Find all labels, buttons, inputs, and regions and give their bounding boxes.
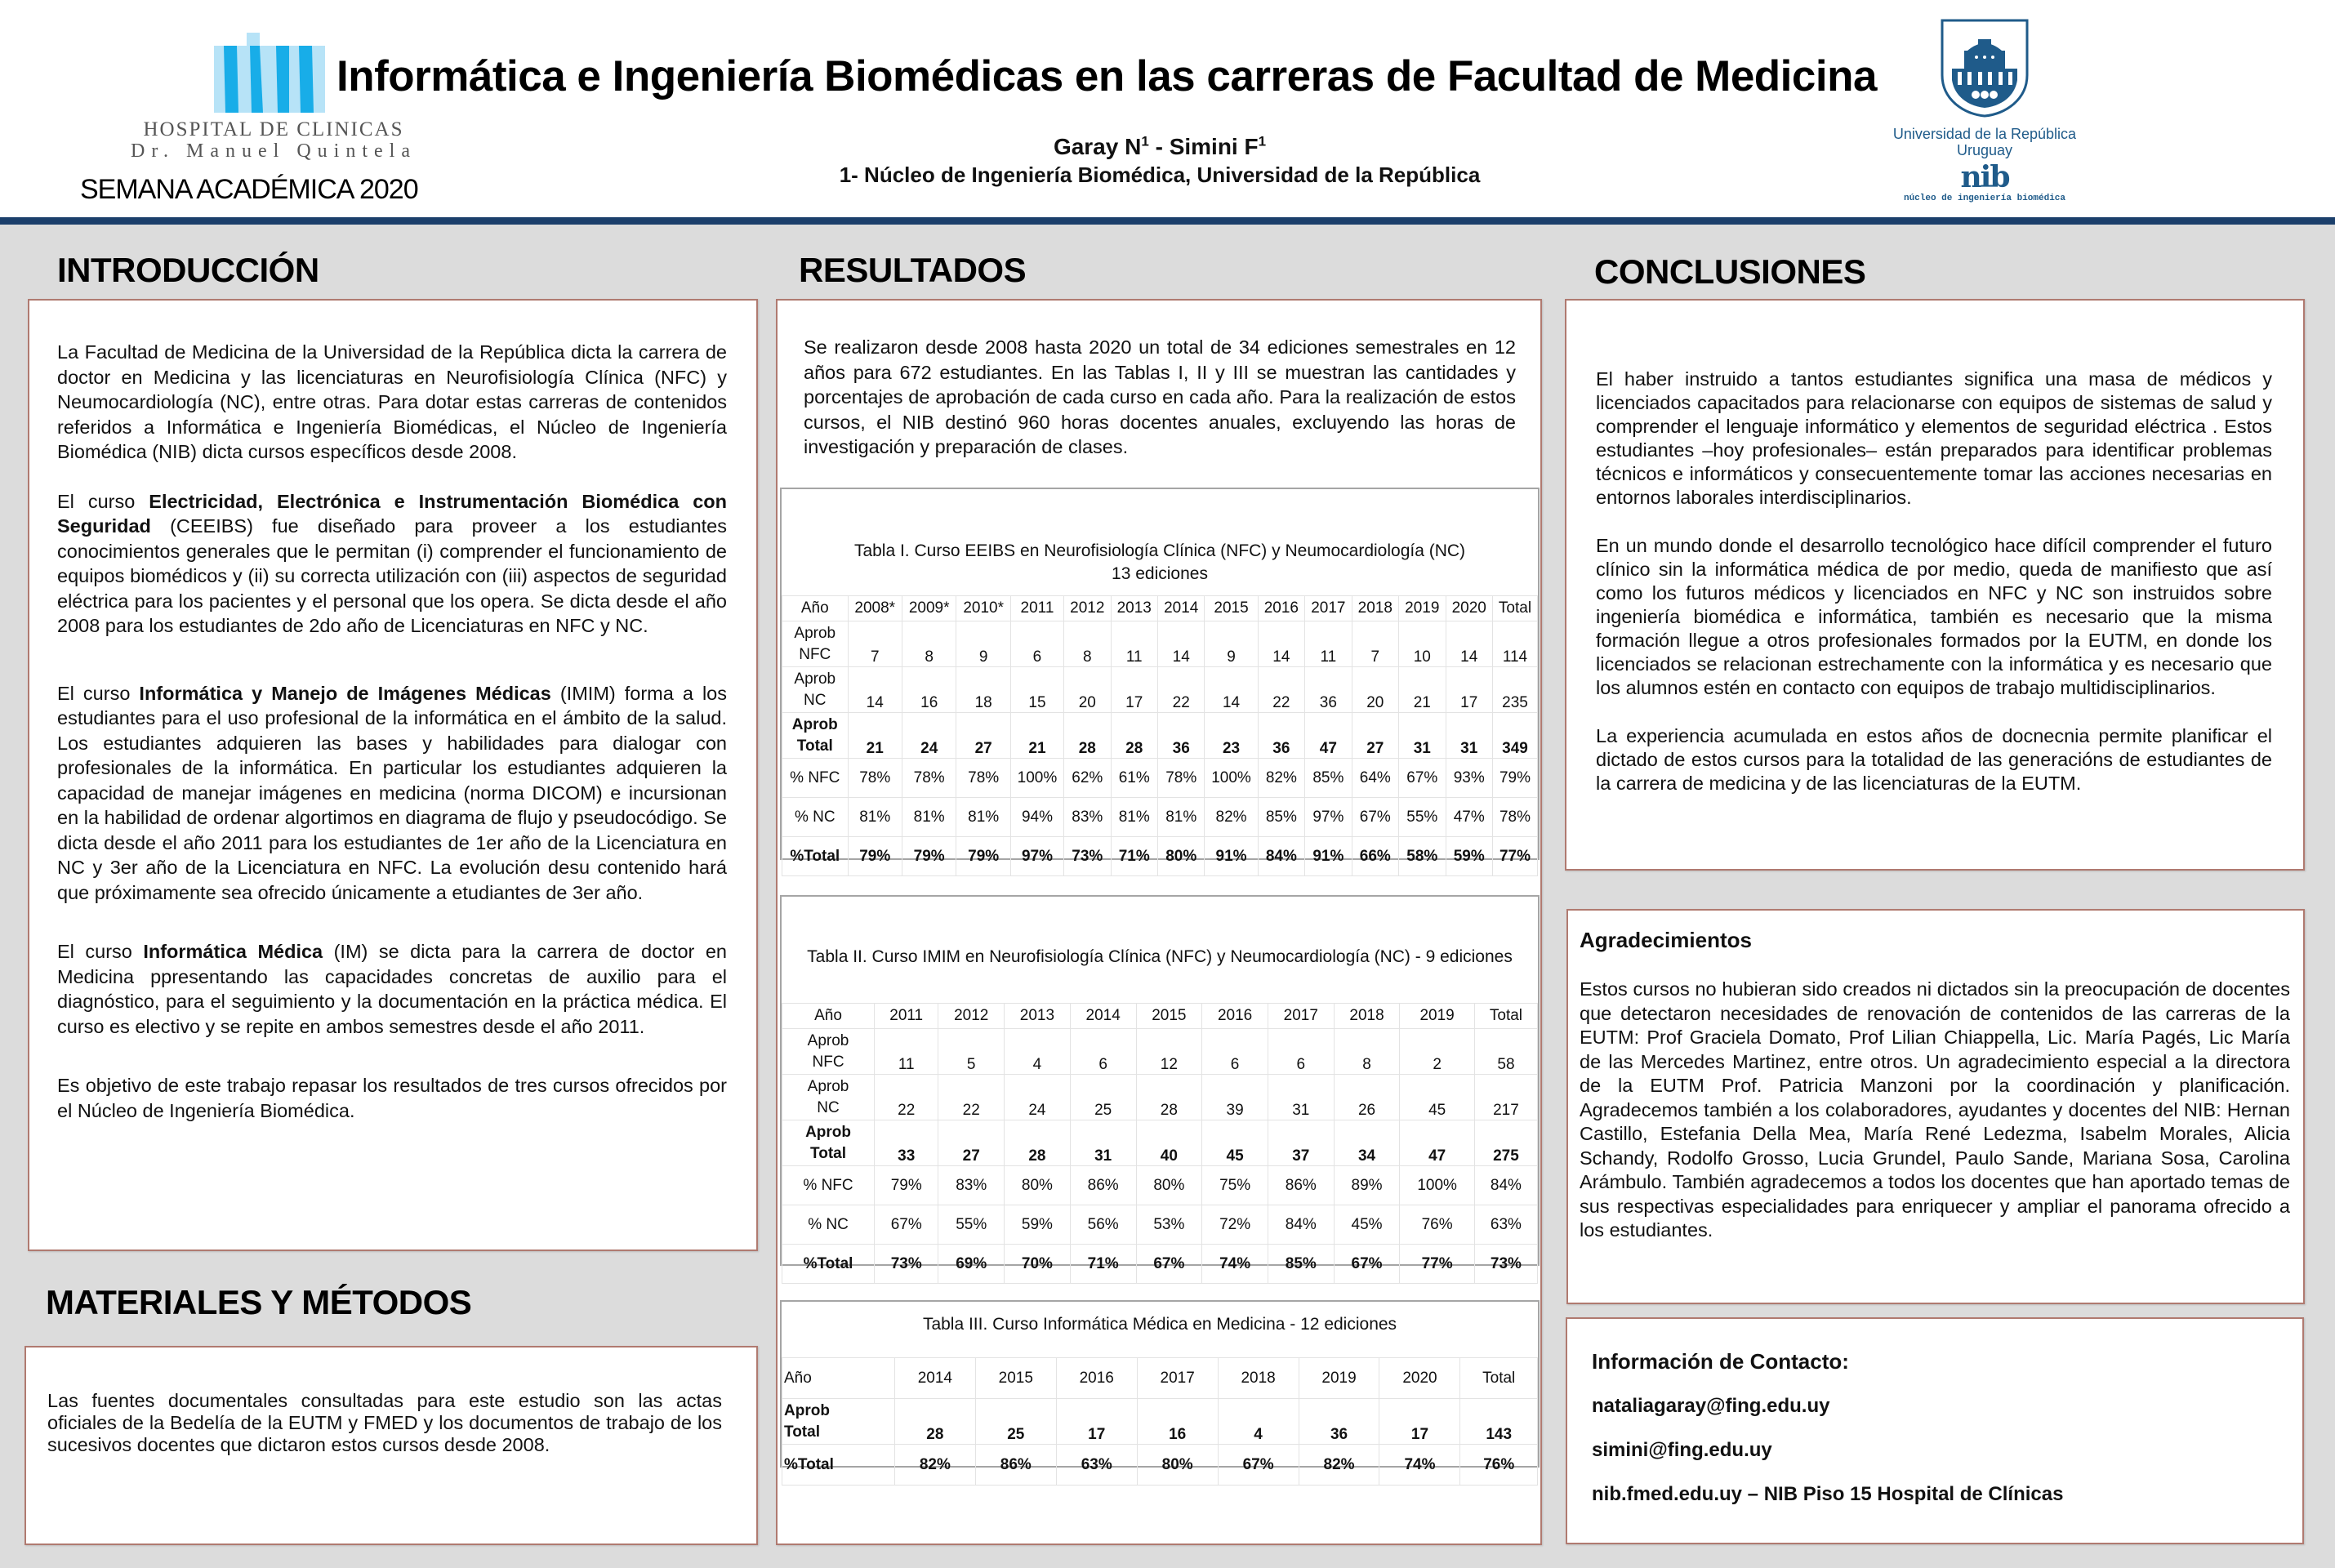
table-cell: 79% xyxy=(956,837,1010,876)
table-cell: 55% xyxy=(938,1205,1005,1245)
table-row xyxy=(782,1120,1538,1166)
table-cell: 6 xyxy=(1202,1029,1268,1075)
university-country: Uruguay xyxy=(1956,142,2013,158)
table-cell: 81% xyxy=(848,798,902,837)
poster-header xyxy=(0,0,2335,217)
table-cell: 56% xyxy=(1070,1205,1136,1245)
resultados-title: RESULTADOS xyxy=(799,251,1027,289)
table-cell: 45 xyxy=(1202,1120,1268,1166)
row-label: %Total xyxy=(782,837,849,876)
column-header: Año xyxy=(782,596,849,621)
table-row xyxy=(782,1029,1538,1075)
table-cell: 36 xyxy=(1305,667,1352,713)
table-cell: 78% xyxy=(956,759,1010,798)
row-label: Aprob NFC xyxy=(782,621,849,667)
table-cell: 21 xyxy=(848,713,902,759)
table-cell: 59% xyxy=(1005,1205,1071,1245)
column-header: 2016 xyxy=(1258,596,1304,621)
table-cell: 27 xyxy=(1352,713,1398,759)
table-row xyxy=(782,1205,1538,1245)
table-cell: 14 xyxy=(1258,621,1304,667)
table-cell: 80% xyxy=(1137,1445,1218,1486)
table-cell: 33 xyxy=(875,1120,938,1166)
course-name-imim: Informática y Manejo de Imágenes Médicas xyxy=(139,682,551,704)
table-row xyxy=(782,837,1538,876)
column-header: Total xyxy=(1474,1004,1537,1029)
table-cell: 217 xyxy=(1474,1075,1537,1120)
column-header: 2012 xyxy=(1064,596,1111,621)
table-cell: 97% xyxy=(1305,798,1352,837)
row-label: % NFC xyxy=(782,1166,875,1205)
column-header: Año xyxy=(782,1358,895,1399)
table-cell: 61% xyxy=(1111,759,1157,798)
table-cell: 80% xyxy=(1005,1166,1071,1205)
table-cell: 78% xyxy=(1492,798,1537,837)
poster-title: Informática e Ingeniería Biomédicas en las carreras de Facultad de Medicina xyxy=(336,52,1877,100)
table-2-caption: Tabla II. Curso IMIM en Neurofisiología Clínica (NFC) y Neumocardiología (NC) - 9 ediciones xyxy=(807,947,1513,966)
contact-email-simini[interactable]: simini@fing.edu.uy xyxy=(1592,1439,1772,1461)
table-cell: 70% xyxy=(1005,1245,1071,1284)
table-cell: 85% xyxy=(1305,759,1352,798)
column-header: 2011 xyxy=(1010,596,1063,621)
table-cell: 11 xyxy=(1111,621,1157,667)
table-cell: 22 xyxy=(875,1075,938,1120)
header-divider-bar xyxy=(0,217,2335,225)
table-cell: 84% xyxy=(1474,1166,1537,1205)
text: (CEEIBS) fue diseñado para proveer a los estudiantes conocimientos generales que le permitan (i) comprender el funcionamiento de equipos biomédicos y (ii) su correcta utilización con (iii) aspectos de seguridad eléctrica para los pacientes y el personal que los opera. Se dicta desde el año 2008 para los estudiantes de 2do año de Licenciaturas en NFC y NC. xyxy=(57,515,727,636)
event-name: SEMANA ACADÉMICA 2020 xyxy=(80,174,418,205)
table-cell: 86% xyxy=(1268,1166,1334,1205)
table-cell: 62% xyxy=(1064,759,1111,798)
introduccion-paragraph-5: Es objetivo de este trabajo repasar los resultados de tres cursos ofrecidos por el Núcleo de Ingeniería Biomédica. xyxy=(57,1075,727,1121)
table-cell: 4 xyxy=(1005,1029,1071,1075)
column-header: 2011 xyxy=(875,1004,938,1029)
table-cell: 76% xyxy=(1460,1445,1538,1486)
table-cell: 74% xyxy=(1379,1445,1460,1486)
table-cell: 22 xyxy=(1157,667,1204,713)
table-1-grid xyxy=(782,595,1538,876)
column-header: 2019 xyxy=(1400,1004,1475,1029)
table-cell: 67% xyxy=(1399,759,1446,798)
table-cell: 36 xyxy=(1157,713,1204,759)
column-header: 2010* xyxy=(956,596,1010,621)
table-row xyxy=(782,1399,1538,1445)
introduccion-box xyxy=(28,299,758,1251)
column-header: 2009* xyxy=(902,596,956,621)
table-cell: 17 xyxy=(1111,667,1157,713)
table-cell: 82% xyxy=(894,1445,975,1486)
table-cell: 9 xyxy=(956,621,1010,667)
column-header: 2017 xyxy=(1305,596,1352,621)
table-cell: 78% xyxy=(902,759,956,798)
row-label: Aprob NC xyxy=(782,667,849,713)
table-2 xyxy=(780,895,1540,1272)
table-cell: 100% xyxy=(1010,759,1063,798)
conclusiones-paragraph-3: La experiencia acumulada en estos años de docnecnia permite planificar el dictado de estos cursos para la totalidad de las generacións de estudiantes de la carrera de medicina y de las licenciaturas de la EUTM. xyxy=(1596,725,2272,794)
table-cell: 79% xyxy=(875,1166,938,1205)
table-cell: 16 xyxy=(902,667,956,713)
table-cell: 6 xyxy=(1070,1029,1136,1075)
contacto-box xyxy=(1566,1317,2304,1544)
row-label: % NC xyxy=(782,1205,875,1245)
table-cell: 82% xyxy=(1258,759,1304,798)
table-cell: 235 xyxy=(1492,667,1537,713)
table-cell: 100% xyxy=(1205,759,1258,798)
contact-email-garay[interactable]: nataliagaray@fing.edu.uy xyxy=(1592,1395,1830,1417)
author-1-affiliation-mark: 1 xyxy=(1141,133,1149,149)
nib-logo-subtitle: núcleo de ingeniería biomédica xyxy=(1903,194,2066,203)
table-3-grid xyxy=(782,1357,1538,1486)
table-cell: 11 xyxy=(1305,621,1352,667)
column-header: 2016 xyxy=(1056,1358,1137,1399)
table-cell: 67% xyxy=(1334,1245,1400,1284)
table-row xyxy=(782,1445,1538,1486)
table-cell: 14 xyxy=(1205,667,1258,713)
table-row xyxy=(782,713,1538,759)
text: (IMIM) forma a los estudiantes para el uso profesional de la informática en el ámbito de la salud. Los estudiantes adquieren las bases y habilidades para dialogar con profesionales de la informática. En particular los estudiantes adquieren la capacidad de manejar imágenes en medicina (norma DICOM) e incursionan en la habilidad de ordenar algortimos en diagrama de flujo y pseudocódigo. Se dicta desde el año 2011 para los estudiantes de 1er año de la Licenciatura en NC y 3er año de la Licenciatura en NFC. La evolución desu contenido hará que próximamente sea ofrecido únicamente a etudiantes de 3er año. xyxy=(57,682,727,903)
row-label: Aprob NC xyxy=(782,1075,875,1120)
hospital-name xyxy=(106,119,441,162)
table-1-caption: Tabla I. Curso EEIBS en Neurofisiología Clínica (NFC) y Neumocardiología (NC) xyxy=(853,541,1466,560)
text: (IM) se dicta para la carrera de doctor en Medicina ppresentando las capacidades concretas de auxilio para el diagnóstico, para el seguimiento y la documentación en la práctica médica. El curso es electivo y se repite en ambos semestres desde el año 2011. xyxy=(57,941,727,1037)
column-header: 2016 xyxy=(1202,1004,1268,1029)
table-cell: 27 xyxy=(956,713,1010,759)
author-1: Garay N xyxy=(1053,134,1142,159)
table-cell: 22 xyxy=(1258,667,1304,713)
column-header: 2019 xyxy=(1399,596,1446,621)
table-cell: 5 xyxy=(938,1029,1005,1075)
column-header: 2013 xyxy=(1111,596,1157,621)
column-header: 2014 xyxy=(1157,596,1204,621)
table-cell: 17 xyxy=(1379,1399,1460,1445)
table-cell: 24 xyxy=(902,713,956,759)
row-label: %Total xyxy=(782,1445,895,1486)
university-name xyxy=(1870,126,2099,158)
table-cell: 10 xyxy=(1399,621,1446,667)
column-header: 2018 xyxy=(1218,1358,1299,1399)
conclusiones-paragraph-1: El haber instruido a tantos estudiantes significa una masa de médicos y licenciados capacitados para relacionarse con equipos de sistemas de salud y comprender el lenguaje informático y elementos de seguridad eléctrica . Estos estudiantes –hoy profesionales– están preparados para identificar problemas técnicos e informáticos y consecuentemente tomar las acciones necesarias en entornos laborales interdisciplinarios. xyxy=(1596,368,2272,508)
row-label: Aprob NFC xyxy=(782,1029,875,1075)
column-header: 2013 xyxy=(1005,1004,1071,1029)
column-header: 2020 xyxy=(1379,1358,1460,1399)
table-cell: 31 xyxy=(1446,713,1492,759)
table-row xyxy=(782,759,1538,798)
column-header: Año xyxy=(782,1004,875,1029)
table-cell: 9 xyxy=(1205,621,1258,667)
column-header: 2014 xyxy=(1070,1004,1136,1029)
table-cell: 45 xyxy=(1400,1075,1475,1120)
table-cell: 22 xyxy=(938,1075,1005,1120)
table-cell: 40 xyxy=(1136,1120,1202,1166)
table-header-row xyxy=(782,596,1538,621)
table-cell: 80% xyxy=(1136,1166,1202,1205)
agradecimientos-title: Agradecimientos xyxy=(1580,928,1752,952)
column-header: 2019 xyxy=(1299,1358,1379,1399)
table-cell: 28 xyxy=(1005,1120,1071,1166)
table-cell: 100% xyxy=(1400,1166,1475,1205)
table-cell: 7 xyxy=(1352,621,1398,667)
table-cell: 16 xyxy=(1137,1399,1218,1445)
table-cell: 24 xyxy=(1005,1075,1071,1120)
table-cell: 114 xyxy=(1492,621,1537,667)
column-header: 2017 xyxy=(1137,1358,1218,1399)
table-cell: 14 xyxy=(1446,621,1492,667)
table-cell: 91% xyxy=(1305,837,1352,876)
table-cell: 14 xyxy=(1157,621,1204,667)
table-cell: 55% xyxy=(1399,798,1446,837)
table-cell: 97% xyxy=(1010,837,1063,876)
table-row xyxy=(782,621,1538,667)
column-header: Total xyxy=(1492,596,1537,621)
table-cell: 47% xyxy=(1446,798,1492,837)
hospital-name-line1: HOSPITAL DE CLINICAS xyxy=(143,118,404,140)
text: El curso xyxy=(57,490,149,512)
table-cell: 79% xyxy=(902,837,956,876)
row-label: % NFC xyxy=(782,759,849,798)
table-cell: 18 xyxy=(956,667,1010,713)
hospital-name-line2: Dr. Manuel Quintela xyxy=(131,140,417,162)
table-cell: 72% xyxy=(1202,1205,1268,1245)
author-2: - Simini F xyxy=(1148,134,1259,159)
row-label: Aprob Total xyxy=(782,1120,875,1166)
table-cell: 47 xyxy=(1305,713,1352,759)
introduccion-paragraph-4 xyxy=(57,939,727,1039)
table-cell: 21 xyxy=(1010,713,1063,759)
table-cell: 79% xyxy=(848,837,902,876)
table-cell: 81% xyxy=(902,798,956,837)
table-cell: 15 xyxy=(1010,667,1063,713)
introduccion-paragraph-3 xyxy=(57,681,727,906)
column-header: 2008* xyxy=(848,596,902,621)
table-cell: 31 xyxy=(1070,1120,1136,1166)
table-cell: 59% xyxy=(1446,837,1492,876)
table-cell: 58% xyxy=(1399,837,1446,876)
table-cell: 86% xyxy=(975,1445,1056,1486)
table-cell: 31 xyxy=(1399,713,1446,759)
column-header: 2012 xyxy=(938,1004,1005,1029)
table-cell: 81% xyxy=(956,798,1010,837)
column-header: 2017 xyxy=(1268,1004,1334,1029)
table-row xyxy=(782,798,1538,837)
table-cell: 79% xyxy=(1492,759,1537,798)
resultados-paragraph: Se realizaron desde 2008 hasta 2020 un total de 34 ediciones semestrales en 12 años para 672 estudiantes. En las Tablas I, II y III se muestran las cantidades y porcentajes de aprobación de cada curso en cada año. Para la realización de estos cursos, el NIB destinó 960 horas docentes anuales, excluyendo las horas de investigación y preparación de clases. xyxy=(804,336,1516,457)
table-cell: 28 xyxy=(1136,1075,1202,1120)
nib-logo-text: nib xyxy=(1960,160,2009,194)
table-cell: 23 xyxy=(1205,713,1258,759)
table-cell: 349 xyxy=(1492,713,1537,759)
course-name-im: Informática Médica xyxy=(143,941,323,962)
table-cell: 11 xyxy=(875,1029,938,1075)
table-cell: 2 xyxy=(1400,1029,1475,1075)
table-cell: 37 xyxy=(1268,1120,1334,1166)
affiliation: 1- Núcleo de Ingeniería Biomédica, Universidad de la República xyxy=(839,163,1481,187)
table-cell: 58 xyxy=(1474,1029,1537,1075)
table-cell: 80% xyxy=(1157,837,1204,876)
table-cell: 34 xyxy=(1334,1120,1400,1166)
materiales-box xyxy=(25,1346,758,1545)
table-row xyxy=(782,1245,1538,1284)
table-cell: 73% xyxy=(875,1245,938,1284)
table-cell: 17 xyxy=(1056,1399,1137,1445)
conclusiones-box xyxy=(1565,299,2305,871)
table-cell: 83% xyxy=(1064,798,1111,837)
table-cell: 28 xyxy=(894,1399,975,1445)
table-cell: 53% xyxy=(1136,1205,1202,1245)
table-cell: 75% xyxy=(1202,1166,1268,1205)
table-cell: 63% xyxy=(1056,1445,1137,1486)
column-header: Total xyxy=(1460,1358,1538,1399)
table-cell: 14 xyxy=(848,667,902,713)
table-cell: 76% xyxy=(1400,1205,1475,1245)
column-header: 2015 xyxy=(1205,596,1258,621)
column-header: 2020 xyxy=(1446,596,1492,621)
table-cell: 20 xyxy=(1352,667,1398,713)
table-cell: 67% xyxy=(1136,1245,1202,1284)
table-cell: 36 xyxy=(1299,1399,1379,1445)
table-cell: 82% xyxy=(1299,1445,1379,1486)
table-cell: 84% xyxy=(1268,1205,1334,1245)
table-1 xyxy=(780,488,1540,865)
table-cell: 84% xyxy=(1258,837,1304,876)
table-cell: 67% xyxy=(1352,798,1398,837)
table-cell: 91% xyxy=(1205,837,1258,876)
table-cell: 71% xyxy=(1070,1245,1136,1284)
authors xyxy=(670,134,1650,160)
table-cell: 66% xyxy=(1352,837,1398,876)
row-label: Aprob Total xyxy=(782,713,849,759)
course-name-ceeibs: Electricidad, Electrónica e Instrumentación Biomédica con Seguridad xyxy=(57,490,727,537)
table-3 xyxy=(780,1300,1540,1473)
table-cell: 25 xyxy=(1070,1075,1136,1120)
table-cell: 8 xyxy=(902,621,956,667)
table-3-caption: Tabla III. Curso Informática Médica en Medicina - 12 ediciones xyxy=(922,1315,1397,1334)
table-cell: 81% xyxy=(1111,798,1157,837)
table-cell: 27 xyxy=(938,1120,1005,1166)
table-cell: 8 xyxy=(1064,621,1111,667)
table-cell: 78% xyxy=(848,759,902,798)
table-cell: 8 xyxy=(1334,1029,1400,1075)
table-cell: 83% xyxy=(938,1166,1005,1205)
table-cell: 73% xyxy=(1064,837,1111,876)
table-cell: 26 xyxy=(1334,1075,1400,1120)
table-cell: 85% xyxy=(1268,1245,1334,1284)
author-2-affiliation-mark: 1 xyxy=(1258,133,1267,149)
contacto-title: Información de Contacto: xyxy=(1592,1349,1849,1374)
table-cell: 78% xyxy=(1157,759,1204,798)
hospital-de-clinicas-logo-icon xyxy=(214,33,325,113)
table-cell: 73% xyxy=(1474,1245,1537,1284)
table-cell: 31 xyxy=(1268,1075,1334,1120)
table-cell: 39 xyxy=(1202,1075,1268,1120)
table-row xyxy=(782,1075,1538,1120)
table-1-subtitle: 13 ediciones xyxy=(1112,564,1208,583)
table-cell: 7 xyxy=(848,621,902,667)
table-cell: 47 xyxy=(1400,1120,1475,1166)
column-header: 2018 xyxy=(1334,1004,1400,1029)
table-cell: 74% xyxy=(1202,1245,1268,1284)
table-cell: 81% xyxy=(1157,798,1204,837)
column-header: 2015 xyxy=(975,1358,1056,1399)
conclusiones-title: CONCLUSIONES xyxy=(1594,252,1866,291)
table-cell: 21 xyxy=(1399,667,1446,713)
introduccion-title: INTRODUCCIÓN xyxy=(57,251,319,289)
table-cell: 89% xyxy=(1334,1166,1400,1205)
table-cell: 20 xyxy=(1064,667,1111,713)
column-header: 2014 xyxy=(894,1358,975,1399)
table-cell: 36 xyxy=(1258,713,1304,759)
table-cell: 4 xyxy=(1218,1399,1299,1445)
table-cell: 67% xyxy=(1218,1445,1299,1486)
table-header-row xyxy=(782,1004,1538,1029)
table-cell: 28 xyxy=(1064,713,1111,759)
table-cell: 82% xyxy=(1205,798,1258,837)
table-cell: 86% xyxy=(1070,1166,1136,1205)
universidad-shield-icon xyxy=(1940,18,2030,118)
row-label: Aprob Total xyxy=(782,1399,895,1445)
table-cell: 17 xyxy=(1446,667,1492,713)
table-row xyxy=(782,667,1538,713)
table-cell: 12 xyxy=(1136,1029,1202,1075)
table-cell: 6 xyxy=(1010,621,1063,667)
table-header-row xyxy=(782,1358,1538,1399)
table-2-grid xyxy=(782,1003,1538,1284)
table-cell: 143 xyxy=(1460,1399,1538,1445)
table-cell: 67% xyxy=(875,1205,938,1245)
row-label: % NC xyxy=(782,798,849,837)
table-cell: 69% xyxy=(938,1245,1005,1284)
column-header: 2015 xyxy=(1136,1004,1202,1029)
table-cell: 77% xyxy=(1492,837,1537,876)
table-cell: 71% xyxy=(1111,837,1157,876)
table-cell: 275 xyxy=(1474,1120,1537,1166)
table-cell: 64% xyxy=(1352,759,1398,798)
row-label: %Total xyxy=(782,1245,875,1284)
table-cell: 28 xyxy=(1111,713,1157,759)
table-cell: 93% xyxy=(1446,759,1492,798)
table-cell: 6 xyxy=(1268,1029,1334,1075)
table-cell: 45% xyxy=(1334,1205,1400,1245)
introduccion-paragraph-2 xyxy=(57,489,727,639)
column-header: 2018 xyxy=(1352,596,1398,621)
table-cell: 25 xyxy=(975,1399,1056,1445)
table-row xyxy=(782,1166,1538,1205)
university-name-line1: Universidad de la República xyxy=(1892,126,2077,142)
table-cell: 63% xyxy=(1474,1205,1537,1245)
table-cell: 77% xyxy=(1400,1245,1475,1284)
text: El curso xyxy=(57,682,140,704)
nib-logo xyxy=(1870,162,2099,204)
introduccion-paragraph-1: La Facultad de Medicina de la Universidad de la República dicta la carrera de doctor en Medicina y las licenciaturas en Neurofisiología Clínica (NFC) y Neumocardiología (NC), entre otras. Para dotar estas carreras de contenidos referidos a Informática e Ingeniería Biomédicas, el Núcleo de Ingeniería Biomédica (NIB) dicta cursos específicos desde 2008. xyxy=(57,341,727,462)
materiales-title: MATERIALES Y MÉTODOS xyxy=(46,1283,472,1321)
contact-website-address[interactable]: nib.fmed.edu.uy – NIB Piso 15 Hospital de Clínicas xyxy=(1592,1483,2064,1505)
conclusiones-paragraph-2: En un mundo donde el desarrollo tecnológico hace difícil comprender el futuro clínico sin la informática médica de por medio, queda de manifiesto que así como los futuros médicos y licenciados en NFC y NC son instruidos sobre ingeniería biomédica e informática, también es necesario que la misma formación llegue a otros profesionales formados por la EUTM, en donde los licenciados se relacionan estrechamente con la informática y es necesario que los alumnos estén en contacto con equipos de trabajo multidisciplinarios. xyxy=(1596,535,2272,698)
table-cell: 85% xyxy=(1258,798,1304,837)
table-cell: 94% xyxy=(1010,798,1063,837)
agradecimientos-paragraph: Estos cursos no hubieran sido creados ni dictados sin la preocupación de docentes que detectaron necesidades de renovación de contenidos de las carreras de la EUTM: Prof Graciela Domato, Prof Lilian Chiappella, Lic. María Pagés, Lic María de las Mercedes Martinez, entre otros. Un agradecimiento especial a la directora de la EUTM Prof. Patricia Manzoni por la coordinación y planificación. Agradecemos también a los colaboradores, ayudantes y docentes del NIB: Hernan Castillo, Estefania Della Mea, María René Ledezma, Isabelm Morales, Alicia Schandy, Rodolfo Grosso, Lucia Grundel, Paulo Sande, Mariana Sosa, Carolina Arámbulo. También agradecemos a todos los docentes que han aportado temas de sus respectivas especialidades para enriquecer y ampliar el panorama ofrecido a los estudiantes. xyxy=(1580,978,2290,1241)
text: El curso xyxy=(57,941,144,962)
agradecimientos-box xyxy=(1566,909,2305,1304)
materiales-paragraph: Las fuentes documentales consultadas para este estudio son las actas oficiales de la Bedelía de la EUTM y FMED y los documentos de trabajo de los sucesivos docentes que dictaron estos cursos desde 2008. xyxy=(47,1390,722,1455)
